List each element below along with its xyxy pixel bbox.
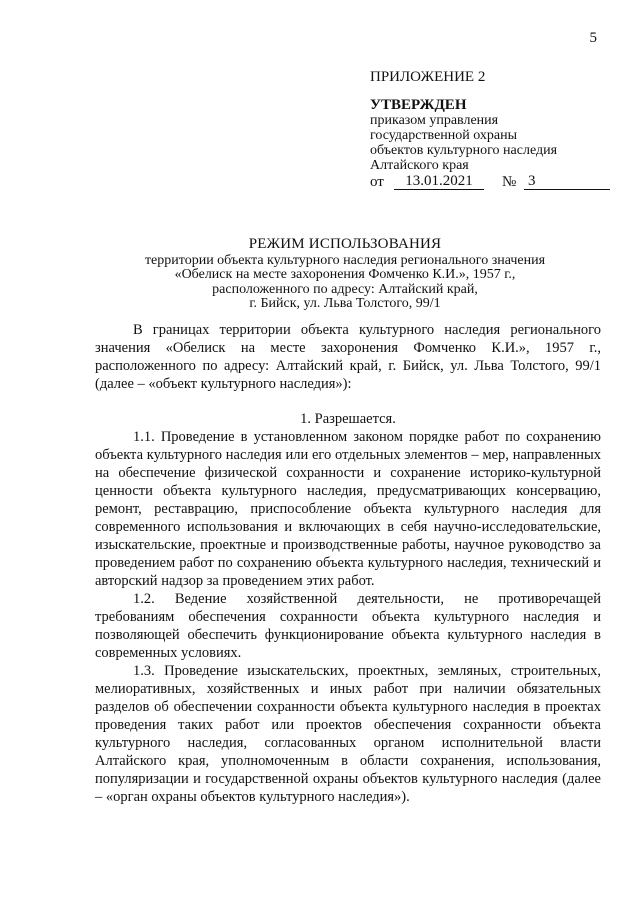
order-line [370, 174, 610, 190]
approved-by-line: Алтайского края [370, 158, 469, 173]
document-body [95, 321, 601, 806]
clause-1-2: 1.2. Ведение хозяйственной деятельности, не противоречащей требованиям обеспечения сохранности объекта культурного наследия и позволяющей обеспечить функционирование объекта культурного наследия в современных условиях. [95, 591, 601, 661]
intro-paragraph: В границах территории объекта культурного наследия регионального значения «Обелиск на месте захоронения Фомченко К.И.», 1957 г., расположенного по адресу: Алтайский край, г. Бийск, ул. Льва Толстого, 99/1 (далее – «объект культурного наследия»): [95, 322, 601, 392]
clause-1-3: 1.3. Проведение изыскательских, проектных, земляных, строительных, мелиоративных, хозяйственных и иных работ при наличии обязательных разделов об обеспечении сохранности объекта культурного наследия в проектах проведения таких работ или проектов обеспечения сохранности объекта культурного наследия, согласованных органом исполнительной власти Алтайского края, уполномоченным в области сохранения, использования, популяризации и государственной охраны объектов культурного наследия (далее – «орган охраны объектов культурного наследия»). [95, 663, 601, 805]
appendix-title: ПРИЛОЖЕНИЕ 2 [370, 69, 486, 85]
page-number: 5 [589, 30, 597, 46]
regime-subtitle-line: расположенного по адресу: Алтайский край, [212, 281, 478, 297]
regime-subtitle-line: г. Бийск, ул. Льва Толстого, 99/1 [249, 296, 441, 311]
regime-subtitle-line: территории объекта культурного наследия регионального значения [144, 252, 546, 268]
section-heading: 1. Разрешается. [300, 411, 396, 427]
order-number-sign: № [502, 174, 517, 190]
appendix-block [370, 70, 610, 190]
regime-title: РЕЖИМ ИСПОЛЬЗОВАНИЯ [248, 236, 442, 252]
regime-heading [90, 237, 600, 312]
order-from-label: от [370, 174, 384, 190]
order-date: 13.01.2021 [394, 174, 484, 190]
approved-label: УТВЕРЖДЕН [370, 97, 467, 113]
order-number: 3 [524, 174, 610, 190]
clause-1-1: 1.1. Проведение в установленном законом порядке работ по сохранению объекта культурного наследия или его отдельных элементов – мер, направленных на обеспечение физической сохранности и сохранение историко-культурной ценности объекта культурного наследия, предусматривающих консервацию, ремонт, реставрацию, приспособление объекта культурного наследия для современного использования и включающих в себя научно-исследовательские, изыскательские, проектные и производственные работы, научное руководство за проведением работ по сохранению объекта культурного наследия, технический и авторский надзор за проведением этих работ. [95, 429, 601, 589]
approved-by-line: объектов культурного наследия [370, 143, 558, 158]
approved-by-line: государственной охраны [370, 128, 518, 143]
regime-subtitle-line: «Обелиск на месте захоронения Фомченко К.И.», 1957 г., [174, 267, 516, 282]
approved-by-line: приказом управления [370, 113, 499, 128]
